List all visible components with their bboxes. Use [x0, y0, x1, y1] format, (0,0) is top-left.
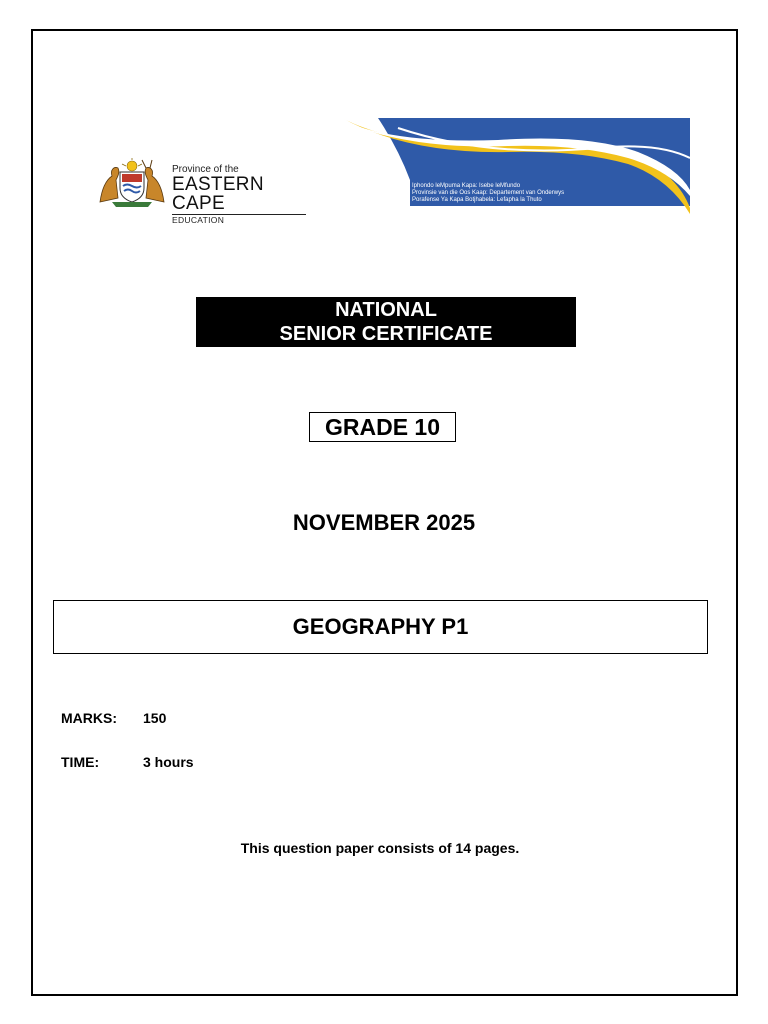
logo-eastern-cape-text: EASTERN CAPE: [172, 174, 264, 214]
certificate-title: [196, 297, 576, 347]
grade-label: GRADE 10: [309, 412, 456, 442]
title-line-2: SENIOR CERTIFICATE: [279, 323, 493, 345]
marks-label: MARKS:: [61, 710, 117, 726]
logo-province-text: Province of the: [172, 164, 239, 175]
marks-row: [61, 710, 166, 726]
time-label: TIME:: [61, 754, 100, 770]
logo-education-text: EDUCATION: [172, 215, 225, 225]
exam-date: NOVEMBER 2025: [292, 510, 476, 535]
marks-value: 150: [143, 710, 167, 726]
banner-line: Provinsie van die Oos Kaap: Departement van Onderwys: [412, 190, 565, 196]
banner-text: [412, 183, 564, 204]
coat-of-arms-icon: [96, 158, 168, 208]
banner-line: Porafense Ya Kapa Botjhabela: Lefapha la Thuto: [412, 197, 542, 203]
time-row: [61, 754, 194, 770]
title-line-1: NATIONAL: [335, 299, 437, 321]
subject-title: GEOGRAPHY P1: [53, 600, 708, 654]
time-value: 3 hours: [143, 754, 194, 770]
banner-line: Iphondo leMpuma Kapa: Isebe leMfundo: [412, 183, 521, 189]
eastern-cape-logo: [96, 158, 316, 225]
page-count-note: This question paper consists of 14 pages.: [240, 840, 520, 856]
